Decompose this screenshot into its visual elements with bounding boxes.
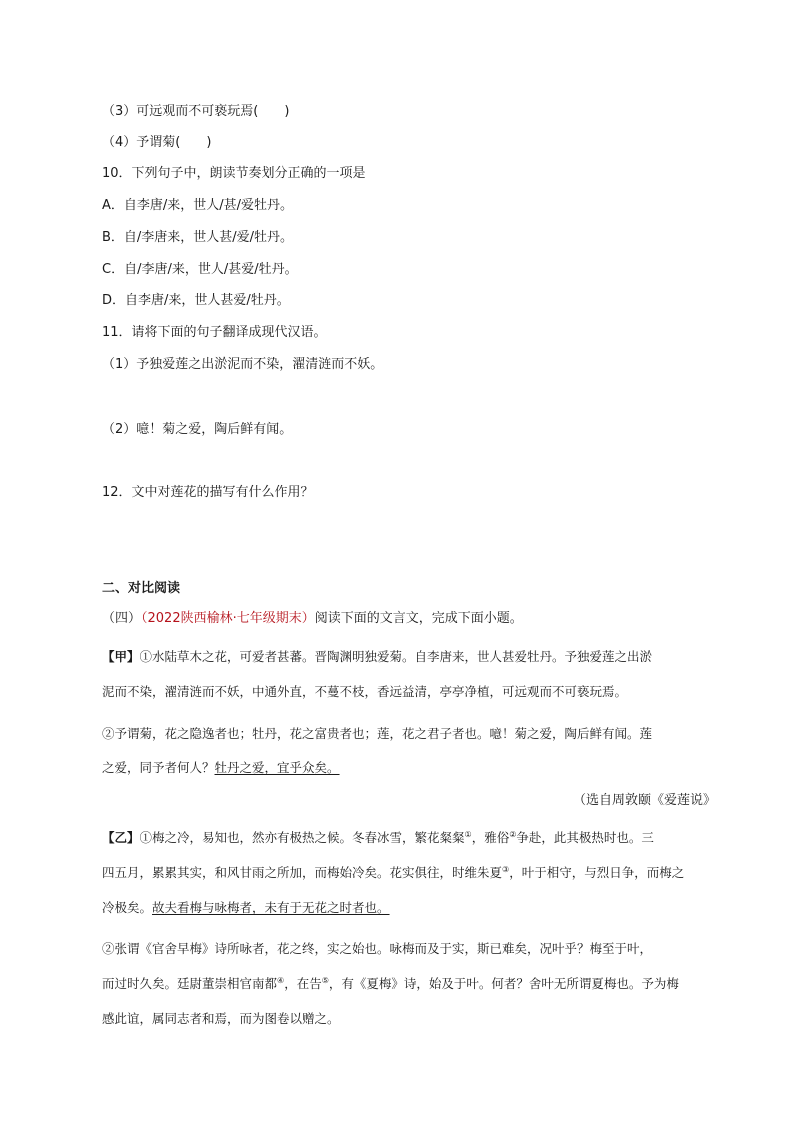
yi-p1-line1: 【乙】①梅之冷，易知也，然亦有极热之候。冬春冰雪，繁花粲粲①，雅俗②争赴，此其极热时也。三	[102, 829, 654, 845]
section-heading: 二、对比阅读	[102, 581, 181, 596]
intro-source: （2022陕西榆林·七年级期末）	[141, 611, 315, 626]
yi-p2-line2: 而过时久矣。廷尉董崇相官南都④，在告⑤，有《夏梅》诗，始及于叶。何者？舍叶无所谓夏梅也。予为梅	[102, 975, 679, 991]
question-9-4: （4）予谓菊( )	[102, 135, 212, 150]
jia-tag: 【甲】	[102, 649, 140, 664]
note-5: ⑤	[321, 975, 329, 985]
question-11-2: （2）噫！菊之爱，陶后鲜有闻。	[102, 422, 293, 437]
yi-p1-line3: 冷极矣。故夫看梅与咏梅者，未有于无花之时者也。	[102, 900, 390, 915]
note-2: ②	[509, 829, 517, 839]
jia-p1-line2: 泥而不染，濯清涟而不妖，中通外直，不蔓不枝，香远益清，亭亭净植，可远观而不可亵玩焉。	[102, 684, 628, 699]
option-c: C．自/李唐/来，世人/甚爱/牡丹。	[102, 262, 298, 277]
note-3: ③	[502, 864, 510, 874]
jia-p1-line1: 【甲】①水陆草木之花，可爱者甚蕃。晋陶渊明独爱菊。自李唐来，世人甚爱牡丹。予独爱莲之出淤	[102, 649, 653, 664]
intro-rest: 阅读下面的文言文，完成下面小题。	[314, 611, 523, 626]
yi-p1-line2: 四五月，累累其实，和风甘雨之所加，而梅始冷矣。花实俱往，时维朱夏③，叶于相守，与烈日争，而梅之	[102, 864, 685, 880]
jia-p2-line2: 之爱，同予者何人？牡丹之爱，宜乎众矣。	[102, 760, 340, 775]
question-10: 10．下列句子中，朗读节奏划分正确的一项是	[102, 166, 366, 181]
yi-p2-line3: 感此谊，属同志者和焉，而为图卷以赠之。	[102, 1011, 340, 1026]
jia-p2-line1: ②予谓菊，花之隐逸者也；牡丹，花之富贵者也；莲，花之君子者也。噫！菊之爱，陶后鲜有闻。莲	[102, 726, 653, 741]
option-b: B．自/李唐来，世人甚/爱/牡丹。	[102, 230, 294, 245]
question-9-3: （3）可远观而不可亵玩焉( )	[102, 104, 290, 119]
yi-tag: 【乙】	[102, 830, 140, 845]
jia-source: （选自周敦颐《爱莲说》	[572, 793, 716, 808]
yi-underlined: 故夫看梅与咏梅者，未有于无花之时者也。	[152, 900, 390, 915]
note-1: ①	[464, 829, 472, 839]
section-intro	[102, 610, 523, 628]
question-12: 12．文中对莲花的描写有什么作用？	[102, 485, 314, 500]
option-a: A．自李唐/来，世人/甚/爱牡丹。	[102, 198, 294, 213]
question-11: 11．请将下面的句子翻译成现代汉语。	[102, 325, 327, 340]
option-d: D．自李唐/来，世人甚爱/牡丹。	[102, 293, 290, 308]
intro-prefix: （四）	[102, 611, 142, 626]
question-11-1: （1）予独爱莲之出淤泥而不染，濯清涟而不妖。	[102, 357, 384, 372]
yi-p2-line1: ②张谓《官舍早梅》诗所咏者，花之终，实之始也。咏梅而及于实，斯已难矣，况叶乎？梅至于叶，	[102, 941, 653, 956]
note-4: ④	[277, 975, 285, 985]
jia-underlined: 牡丹之爱，宜乎众矣。	[214, 760, 340, 775]
